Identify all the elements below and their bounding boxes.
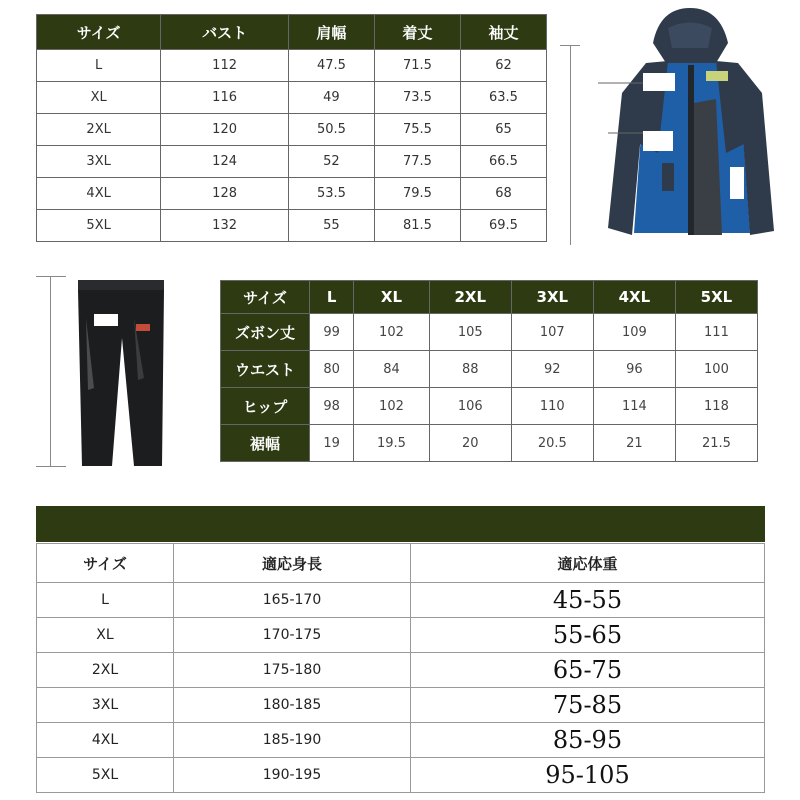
table-cell: 19.5 <box>354 425 429 462</box>
table-row <box>221 388 758 425</box>
size-header: XL <box>354 281 429 314</box>
table-cell: 180-185 <box>174 688 411 723</box>
table-cell: 55-65 <box>411 618 765 653</box>
table-cell: 102 <box>354 314 429 351</box>
jacket-length-line <box>570 45 571 245</box>
table-row <box>37 178 547 210</box>
table-cell: 120 <box>161 114 289 146</box>
table-cell: 63.5 <box>460 82 546 114</box>
table-cell: 55 <box>288 210 374 242</box>
jacket-header-row <box>37 15 547 50</box>
table-cell: 110 <box>511 388 593 425</box>
table-cell: 100 <box>675 351 757 388</box>
table-cell: XL <box>37 618 174 653</box>
table-cell: 65 <box>460 114 546 146</box>
table-cell: 47.5 <box>288 50 374 82</box>
table-row <box>37 723 765 758</box>
table-cell: 81.5 <box>374 210 460 242</box>
table-row <box>221 351 758 388</box>
size-header: 5XL <box>675 281 757 314</box>
table-cell: 92 <box>511 351 593 388</box>
table-cell: 45-55 <box>411 583 765 618</box>
table-cell: 170-175 <box>174 618 411 653</box>
table-row <box>37 688 765 723</box>
size-header: 3XL <box>511 281 593 314</box>
table-cell: 79.5 <box>374 178 460 210</box>
fit-size-table <box>36 543 765 793</box>
table-row <box>37 583 765 618</box>
table-cell: 85-95 <box>411 723 765 758</box>
pants-length-line <box>50 276 51 466</box>
header-cell: サイズ <box>37 15 161 50</box>
table-cell: 185-190 <box>174 723 411 758</box>
table-row <box>37 82 547 114</box>
table-cell: 5XL <box>37 758 174 793</box>
table-cell: 71.5 <box>374 50 460 82</box>
table-cell: 3XL <box>37 146 161 178</box>
table-cell: 80 <box>310 351 354 388</box>
table-cell: ウエスト <box>221 351 310 388</box>
table-cell: 20 <box>429 425 511 462</box>
table-cell: 4XL <box>37 723 174 758</box>
table-cell: 75-85 <box>411 688 765 723</box>
table-cell: 66.5 <box>460 146 546 178</box>
table-row <box>221 425 758 462</box>
table-cell: 2XL <box>37 653 174 688</box>
table-cell: 73.5 <box>374 82 460 114</box>
fit-table-banner <box>36 506 765 542</box>
fit-header-row <box>37 544 765 583</box>
table-cell: 118 <box>675 388 757 425</box>
table-cell: 128 <box>161 178 289 210</box>
header-cell: 袖丈 <box>460 15 546 50</box>
table-cell: 106 <box>429 388 511 425</box>
table-row <box>37 618 765 653</box>
table-cell: 84 <box>354 351 429 388</box>
table-cell: 19 <box>310 425 354 462</box>
table-cell: 3XL <box>37 688 174 723</box>
table-cell: 65-75 <box>411 653 765 688</box>
table-cell: 21.5 <box>675 425 757 462</box>
pants-illustration-icon <box>72 278 170 470</box>
jacket-illustration-icon <box>598 3 778 243</box>
table-cell: 62 <box>460 50 546 82</box>
header-cell: 着丈 <box>374 15 460 50</box>
table-row <box>37 210 547 242</box>
table-cell: 裾幅 <box>221 425 310 462</box>
table-cell: 4XL <box>37 178 161 210</box>
table-cell: XL <box>37 82 161 114</box>
table-cell: 165-170 <box>174 583 411 618</box>
table-cell: 99 <box>310 314 354 351</box>
table-cell: 96 <box>593 351 675 388</box>
table-row <box>37 114 547 146</box>
table-cell: 75.5 <box>374 114 460 146</box>
pants-header-row <box>221 281 758 314</box>
pants-length-tick-top <box>36 276 66 277</box>
table-row <box>221 314 758 351</box>
table-cell: 124 <box>161 146 289 178</box>
jacket-length-tick-top <box>560 45 580 46</box>
table-cell: 53.5 <box>288 178 374 210</box>
table-cell: L <box>37 583 174 618</box>
table-cell: 21 <box>593 425 675 462</box>
table-cell: 112 <box>161 50 289 82</box>
table-cell: 111 <box>675 314 757 351</box>
table-cell: 102 <box>354 388 429 425</box>
pants-size-table <box>220 280 758 462</box>
size-header: L <box>310 281 354 314</box>
table-cell: 109 <box>593 314 675 351</box>
jacket-size-table <box>36 14 547 242</box>
corner-cell: サイズ <box>221 281 310 314</box>
header-cell: 適応身長 <box>174 544 411 583</box>
table-cell: 114 <box>593 388 675 425</box>
table-cell: L <box>37 50 161 82</box>
table-cell: 105 <box>429 314 511 351</box>
table-cell: 68 <box>460 178 546 210</box>
table-cell: 98 <box>310 388 354 425</box>
table-cell: 107 <box>511 314 593 351</box>
table-cell: 88 <box>429 351 511 388</box>
table-cell: 95-105 <box>411 758 765 793</box>
table-cell: 116 <box>161 82 289 114</box>
table-cell: ズボン丈 <box>221 314 310 351</box>
table-row <box>37 146 547 178</box>
pants-length-tick-bottom <box>36 466 66 467</box>
table-cell: 175-180 <box>174 653 411 688</box>
table-cell: 5XL <box>37 210 161 242</box>
header-cell: サイズ <box>37 544 174 583</box>
table-cell: 69.5 <box>460 210 546 242</box>
table-row <box>37 653 765 688</box>
header-cell: 肩幅 <box>288 15 374 50</box>
table-cell: 49 <box>288 82 374 114</box>
table-cell: 50.5 <box>288 114 374 146</box>
table-cell: 20.5 <box>511 425 593 462</box>
table-cell: 52 <box>288 146 374 178</box>
table-row <box>37 50 547 82</box>
table-cell: 190-195 <box>174 758 411 793</box>
size-header: 2XL <box>429 281 511 314</box>
header-cell: バスト <box>161 15 289 50</box>
table-cell: 132 <box>161 210 289 242</box>
size-header: 4XL <box>593 281 675 314</box>
header-cell: 適応体重 <box>411 544 765 583</box>
table-cell: ヒップ <box>221 388 310 425</box>
table-cell: 77.5 <box>374 146 460 178</box>
table-cell: 2XL <box>37 114 161 146</box>
table-row <box>37 758 765 793</box>
